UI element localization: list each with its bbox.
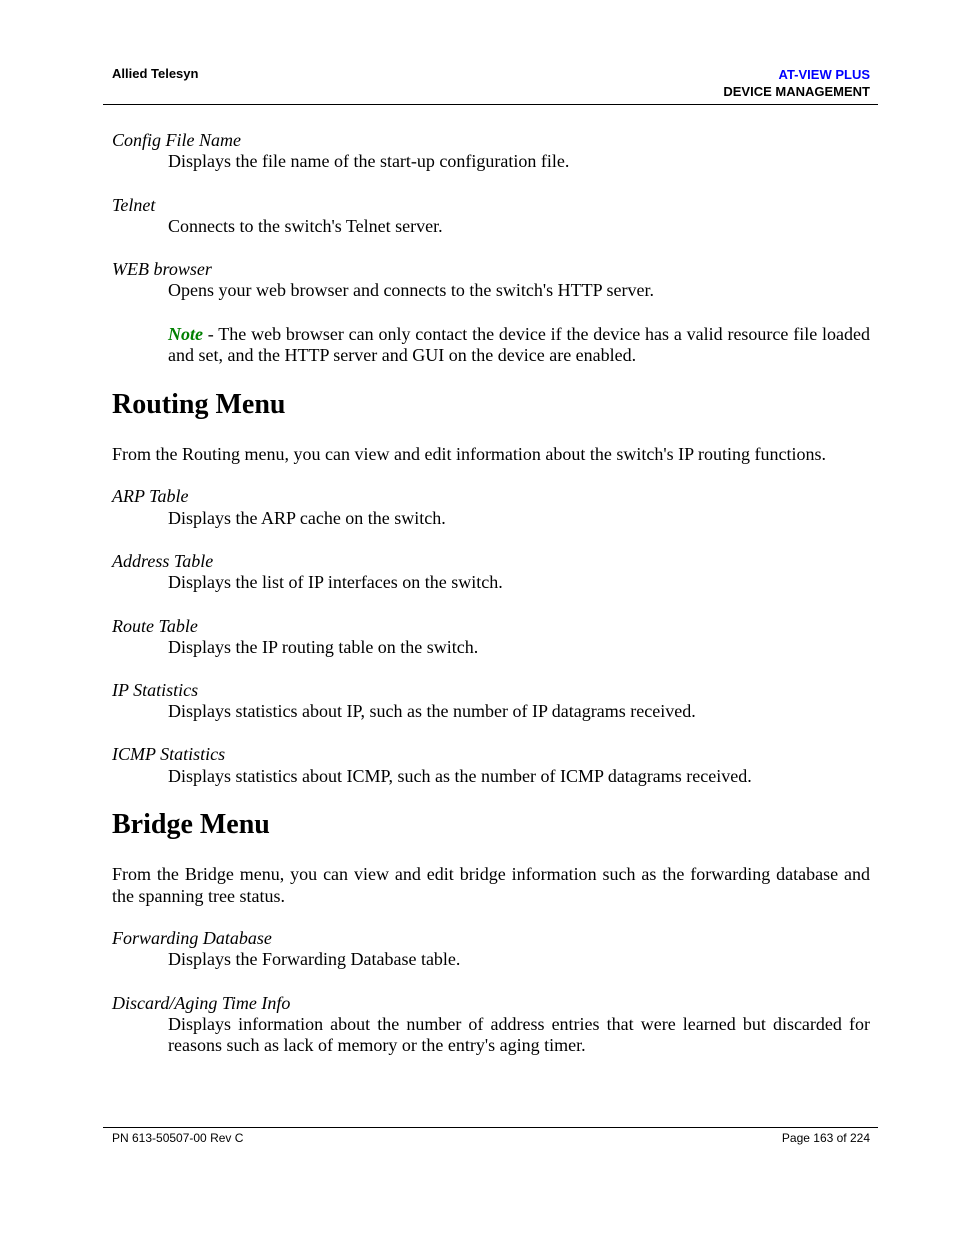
footer-divider (103, 1127, 878, 1128)
desc-icmp-statistics: Displays statistics about ICMP, such as the number of ICMP datagrams received. (168, 766, 752, 786)
desc-telnet: Connects to the switch's Telnet server. (168, 216, 443, 236)
header-product: AT-VIEW PLUS (778, 67, 870, 82)
desc-arp-table: Displays the ARP cache on the switch. (168, 508, 446, 528)
heading-bridge-menu: Bridge Menu (112, 809, 270, 840)
desc-address-table: Displays the list of IP interfaces on the switch. (168, 572, 503, 592)
desc-config-file-name: Displays the file name of the start-up configuration file. (168, 151, 570, 171)
desc-ip-statistics: Displays statistics about IP, such as the number of IP datagrams received. (168, 701, 696, 721)
term-config-file-name: Config File Name (112, 130, 241, 150)
term-telnet: Telnet (112, 195, 156, 215)
term-route-table: Route Table (112, 616, 198, 636)
header-divider (103, 104, 878, 105)
header-title-block (723, 66, 870, 100)
header-section: DEVICE MANAGEMENT (723, 84, 870, 99)
desc-web-browser: Opens your web browser and connects to the switch's HTTP server. (168, 280, 654, 300)
heading-routing-menu: Routing Menu (112, 389, 286, 420)
note-text: - The web browser can only contact the device if the device has a valid resource file loaded and set, and the HTTP server and GUI on the device are enabled. (168, 324, 870, 365)
bridge-intro: From the Bridge menu, you can view and edit bridge information such as the forwarding database and the spanning tree status. (112, 864, 870, 906)
term-discard-aging-time-info: Discard/Aging Time Info (112, 993, 291, 1013)
desc-route-table: Displays the IP routing table on the switch. (168, 637, 479, 657)
routing-intro: From the Routing menu, you can view and edit information about the switch's IP routing functions. (112, 444, 826, 464)
term-icmp-statistics: ICMP Statistics (112, 744, 226, 764)
desc-discard-aging-time-info: Displays information about the number of address entries that were learned but discarded for reasons such as lack of memory or the entry's aging timer. (168, 1014, 870, 1055)
term-web-browser: WEB browser (112, 259, 212, 279)
note-paragraph (168, 324, 870, 366)
desc-forwarding-database: Displays the Forwarding Database table. (168, 949, 461, 969)
term-address-table: Address Table (112, 551, 214, 571)
header-company: Allied Telesyn (112, 66, 199, 81)
term-arp-table: ARP Table (112, 486, 189, 506)
term-ip-statistics: IP Statistics (112, 680, 199, 700)
note-label: Note (168, 324, 203, 344)
term-forwarding-database: Forwarding Database (112, 928, 272, 948)
footer-page-number: Page 163 of 224 (781, 1131, 870, 1145)
footer-part-number: PN 613-50507-00 Rev C (112, 1131, 244, 1145)
